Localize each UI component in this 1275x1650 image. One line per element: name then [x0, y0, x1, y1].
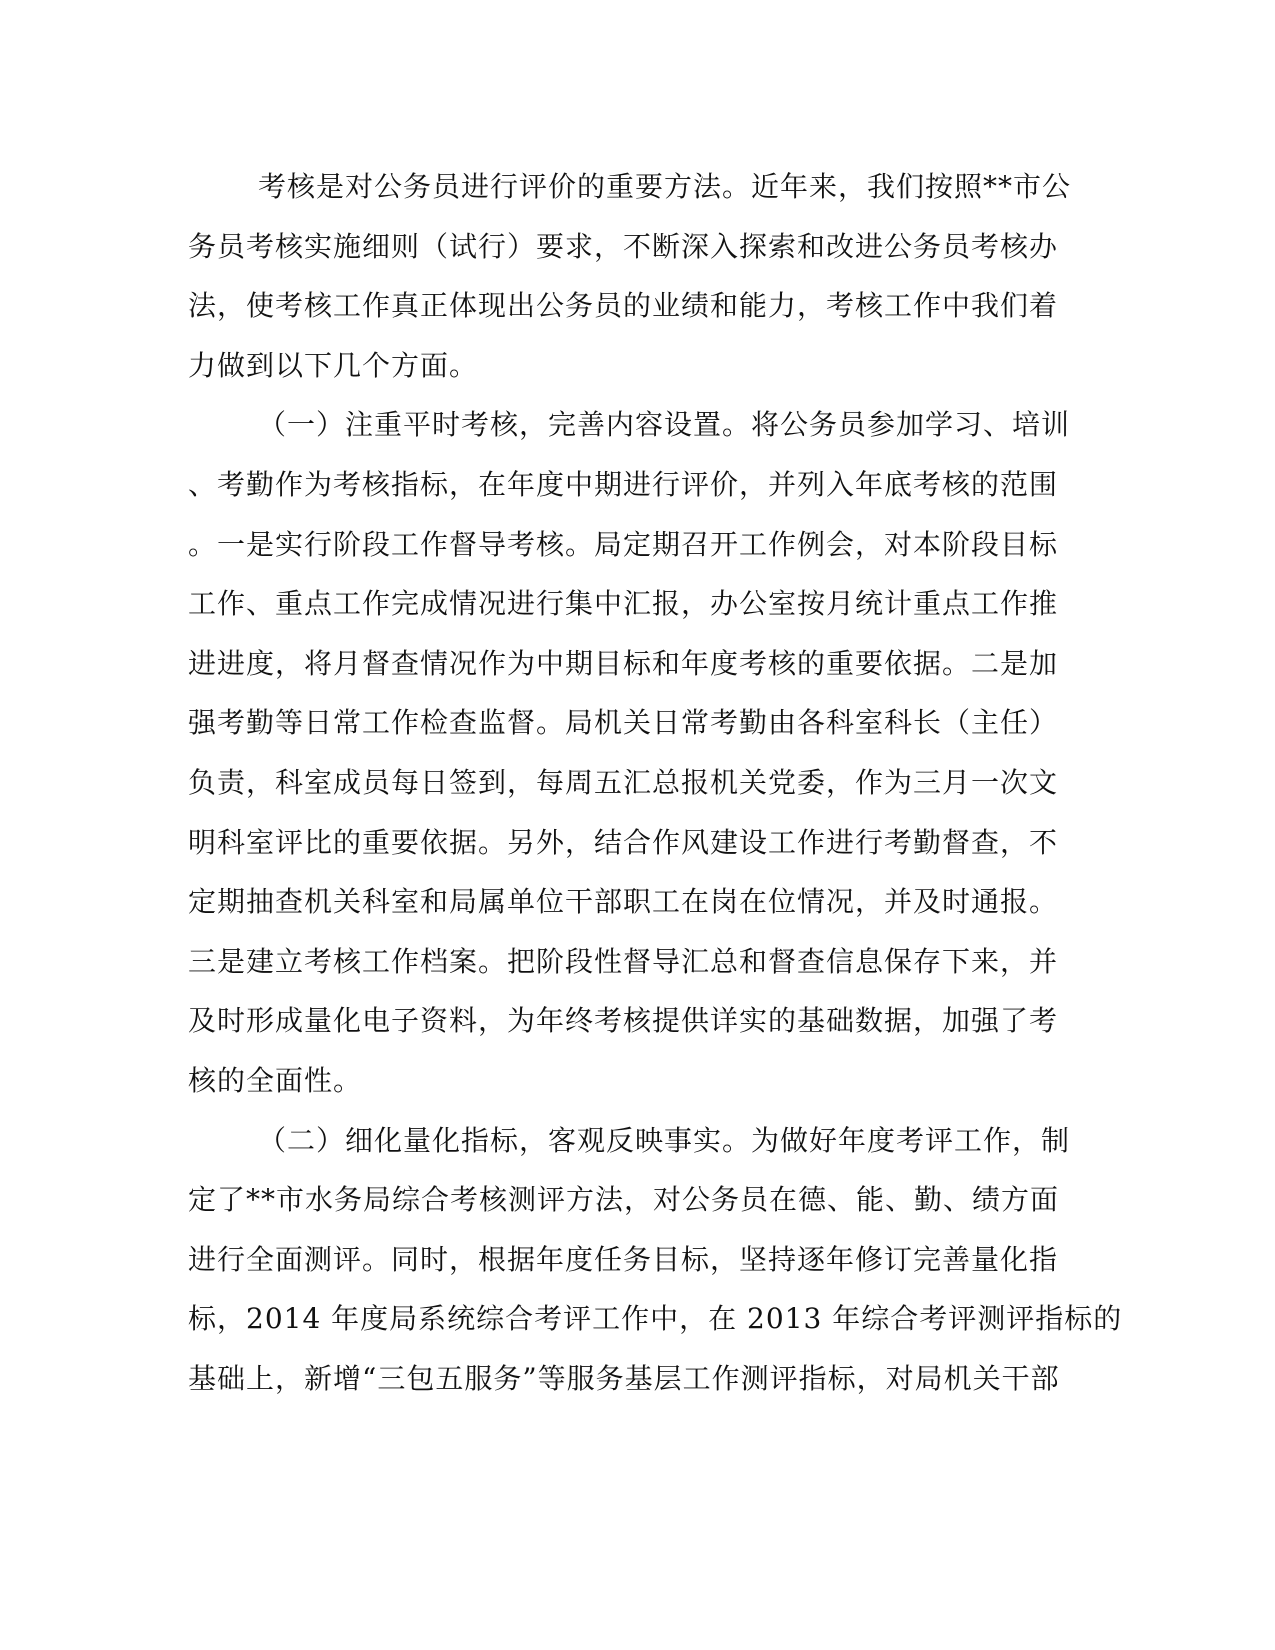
text-line: 考核是对公务员进行评价的重要方法。近年来，我们按照**市公: [258, 170, 1072, 203]
paragraph-section-one: [188, 395, 1071, 1110]
text-line: 三是建立考核工作档案。把阶段性督导汇总和督查信息保存下来，并: [188, 944, 1059, 978]
text-line: 定期抽查机关科室和局属单位干部职工在岗在位情况，并及时通报。: [188, 885, 1059, 919]
text-line: 明科室评比的重要依据。另外，结合作风建设工作进行考勤督查，不: [188, 825, 1059, 859]
text-line: 法，使考核工作真正体现出公务员的业绩和能力，考核工作中我们着: [188, 289, 1059, 323]
text-line: （一）注重平时考核，完善内容设置。将公务员参加学习、培训: [258, 408, 1071, 442]
text-line: 进进度，将月督查情况作为中期目标和年度考核的重要依据。二是加: [188, 646, 1059, 680]
text-line: 基础上，新增“三包五服务”等服务基层工作测评指标，对局机关干部: [188, 1361, 1060, 1395]
text-line: 核的全面性。: [188, 1063, 363, 1097]
text-line: 、考勤作为考核指标，在年度中期进行评价，并列入年底考核的范围: [188, 467, 1059, 501]
document-body: [188, 157, 1123, 1408]
text-line: 进行全面测评。同时，根据年度任务目标，坚持逐年修订完善量化指: [188, 1242, 1059, 1276]
text-line: 力做到以下几个方面。: [188, 348, 479, 382]
text-line: 强考勤等日常工作检查监督。局机关日常考勤由各科室科长（主任）: [188, 706, 1059, 740]
text-line: 工作、重点工作完成情况进行集中汇报，办公室按月统计重点工作推: [188, 587, 1059, 621]
text-line: 定了**市水务局综合考核测评方法，对公务员在德、能、勤、绩方面: [188, 1183, 1060, 1217]
text-line: 务员考核实施细则（试行）要求，不断深入探索和改进公务员考核办: [188, 229, 1059, 263]
text-line: 及时形成量化电子资料，为年终考核提供详实的基础数据，加强了考: [188, 1004, 1059, 1038]
text-line: （二）细化量化指标，客观反映事实。为做好年度考评工作，制: [258, 1123, 1071, 1157]
text-line: 负责，科室成员每日签到，每周五汇总报机关党委，作为三月一次文: [188, 765, 1059, 799]
text-line: 。一是实行阶段工作督导考核。局定期召开工作例会，对本阶段目标: [188, 527, 1059, 561]
paragraph-intro: [188, 157, 1072, 395]
paragraph-section-two: [188, 1111, 1123, 1409]
text-line: 标，2014 年度局系统综合考评工作中，在 2013 年综合考评测评指标的: [188, 1302, 1123, 1336]
